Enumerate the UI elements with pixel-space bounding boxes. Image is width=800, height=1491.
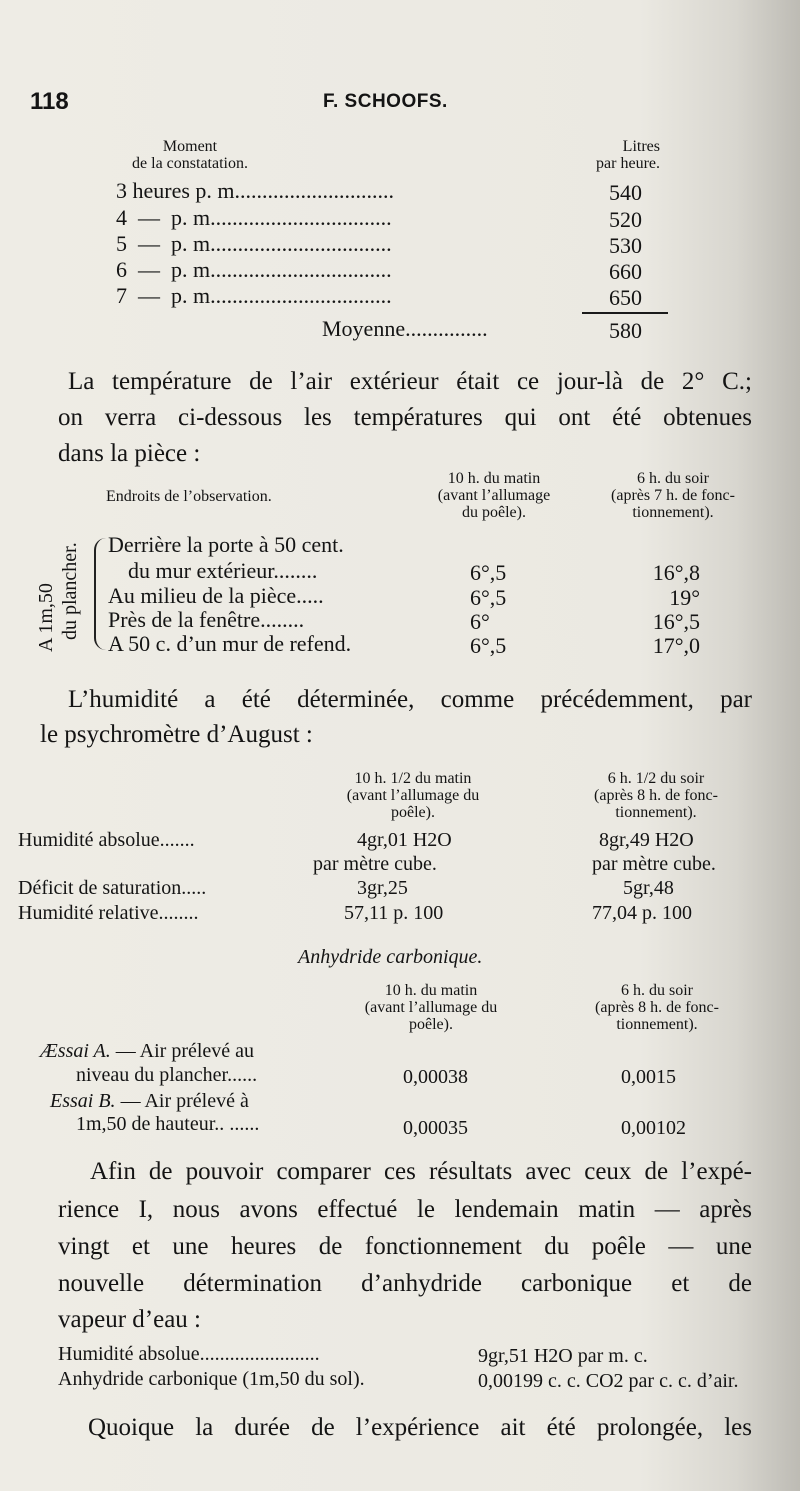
pm: p. m (195, 178, 235, 203)
paragraph-line: Quoique la durée de l’expérience ait été prolongée, les (88, 1414, 752, 1441)
morning-value: 4gr,01 H2O (357, 829, 452, 851)
evening-temp: 16°,8 (652, 560, 700, 585)
table-row: 3 heures p. m............................. (116, 178, 395, 203)
header-line: du poêle). (462, 504, 526, 521)
sum-rule (582, 312, 668, 314)
place: Au milieu de la pièce (108, 583, 297, 608)
evening-unit: par mètre cube. (592, 853, 716, 875)
paragraph-line: on verra ci-dessous les températures qui ont été obtenues (58, 404, 752, 431)
header-line: (après 8 h. de fonc- (595, 999, 719, 1016)
litres-value: 540 (609, 180, 642, 205)
row-value: 0,00199 c. c. CO2 par c. c. d’air. (478, 1370, 739, 1392)
morning-value: 57,11 p. 100 (344, 902, 444, 924)
paragraph-line: Afin de pouvoir comparer ces résultats avec ceux de l’expé- (90, 1158, 752, 1185)
hour-unit: heures (132, 178, 190, 203)
essai-a-line1 (40, 1040, 254, 1063)
header-line: Litres (622, 138, 660, 155)
paragraph-line: L’humidité a été déterminée, comme précédemment, par (68, 686, 752, 713)
row-label: Humidité relative (18, 902, 159, 924)
header-line: 6 h. du soir (621, 982, 693, 999)
table-row: 5 — p. m................................. (116, 231, 392, 256)
morning-temp: 6°,5 (470, 633, 507, 658)
header-line: poêle). (391, 804, 435, 821)
header-line: 6 h. du soir (637, 470, 709, 487)
table1-header-litres (560, 138, 660, 172)
row-label: Anhydride carbonique (1m,50 du sol). (58, 1368, 365, 1390)
running-title: F. SCHOOFS. (323, 91, 448, 112)
essai-b-line1 (50, 1090, 249, 1113)
pm: p. m (171, 231, 211, 256)
table-row: Derrière la porte à 50 cent. (108, 532, 344, 557)
page-number: 118 (30, 88, 69, 115)
table-row: Au milieu de la pièce..... (108, 583, 324, 608)
essai-b-line2: 1m,50 de hauteur.. ...... (76, 1113, 260, 1135)
mean-label: Moyenne (322, 316, 406, 341)
header-line: 6 h. 1/2 du soir (607, 770, 705, 787)
evening-temp: 16°,5 (652, 609, 700, 634)
essai-a-line2: niveau du plancher...... (76, 1064, 258, 1086)
place: du mur extérieur (128, 558, 274, 583)
section-title: Anhydride carbonique. (298, 946, 483, 968)
ditto-dash: — (138, 257, 160, 282)
header-line: Moment (162, 138, 218, 155)
table3-header-morning (318, 770, 508, 821)
evening-value: 5gr,48 (623, 877, 674, 899)
table-row: Près de la fenêtre........ (108, 607, 305, 632)
paragraph-line: rience I, nous avons effectué le lendemain matin — après (58, 1196, 752, 1223)
morning-value: 0,00038 (403, 1066, 468, 1088)
morning-value: 0,00035 (403, 1117, 468, 1139)
table-row: Humidité absolue........................ (58, 1343, 320, 1365)
hour: 7 (116, 283, 127, 308)
morning-unit: par mètre cube. (313, 853, 437, 875)
row-label: Déficit de saturation (18, 877, 182, 899)
side-label-height: A 1m,50 (35, 583, 57, 652)
evening-value: 77,04 p. 100 (592, 902, 692, 924)
header-line: poêle). (409, 1016, 453, 1033)
header-line: (après 8 h. de fonc- (594, 787, 718, 804)
table-row: 4 — p. m................................. (116, 205, 392, 230)
essai-text: 1m,50 de hauteur.. (76, 1113, 225, 1135)
evening-value: 0,0015 (621, 1066, 676, 1088)
row-value: 9gr,51 H2O par m. c. (478, 1345, 648, 1367)
morning-temp: 6°,5 (470, 585, 507, 610)
litres-value: 530 (609, 233, 642, 258)
hour: 6 (116, 257, 127, 282)
header-line: (avant l’allumage du (346, 787, 480, 804)
header-line: par heure. (596, 155, 660, 172)
table1-header-moment (100, 138, 280, 172)
side-label-floor: du plancher. (59, 542, 81, 640)
table2-header-evening (588, 470, 758, 521)
paragraph-line: La température de l’air extérieur était ce jour-là de 2° C.; (68, 368, 752, 395)
mean-value: 580 (609, 318, 642, 343)
table-row: 6 — p. m................................. (116, 257, 392, 282)
header-line: de la constatation. (132, 155, 248, 172)
hour: 4 (116, 205, 127, 230)
evening-value: 8gr,49 H2O (599, 829, 694, 851)
morning-temp: 6° (470, 609, 490, 634)
header-line: 10 h. du matin (447, 470, 541, 487)
paragraph-line: dans la pièce : (58, 440, 201, 467)
table2-header-morning (404, 470, 584, 521)
essai-label: Essai B. (50, 1090, 116, 1112)
essai-text: — Air prélevé au (115, 1040, 255, 1062)
litres-value: 520 (609, 207, 642, 232)
essai-text: niveau du plancher (76, 1064, 228, 1086)
hour: 5 (116, 231, 127, 256)
table-row: du mur extérieur........ (128, 558, 318, 583)
header-line: (avant l’allumage (437, 487, 551, 504)
table4-header-evening (562, 982, 752, 1033)
header-line: tionnement). (616, 1016, 698, 1033)
paragraph-line: nouvelle détermination d’anhydride carbonique et de (58, 1270, 752, 1297)
table2-header-endroits: Endroits de l’observation. (106, 488, 272, 505)
table-row: A 50 c. d’un mur de refend. (108, 631, 352, 656)
table-row: Humidité absolue....... (18, 829, 195, 851)
header-line: (avant l’allumage du (364, 999, 498, 1016)
table4-header-morning (336, 982, 526, 1033)
paragraph-line: vapeur d’eau : (58, 1306, 201, 1333)
pm: p. m (171, 205, 211, 230)
table-row: Déficit de saturation..... (18, 877, 207, 899)
evening-temp: 17°,0 (652, 633, 700, 658)
header-line: (après 7 h. de fonc- (611, 487, 735, 504)
pm: p. m (171, 283, 211, 308)
header-line: tionnement). (615, 804, 697, 821)
hour: 3 (116, 178, 127, 203)
place: Près de la fenêtre (108, 607, 261, 632)
row-label: Humidité absolue (58, 1343, 200, 1365)
morning-value: 3gr,25 (357, 877, 408, 899)
mean-row: Moyenne............... (322, 316, 488, 341)
ditto-dash: — (138, 205, 160, 230)
litres-value: 650 (609, 285, 642, 310)
pm: p. m (171, 257, 211, 282)
table3-header-evening (556, 770, 756, 821)
paragraph-line: vingt et une heures de fonctionnement du poêle — une (58, 1233, 752, 1260)
ditto-dash: — (138, 283, 160, 308)
header-line: tionnement). (632, 504, 714, 521)
evening-temp: 19° (669, 585, 700, 610)
paragraph-line: le psychromètre d’August : (40, 721, 313, 748)
header-line: 10 h. du matin (384, 982, 478, 999)
table-row: 7 — p. m................................. (116, 283, 392, 308)
ditto-dash: — (138, 231, 160, 256)
table-row: Humidité relative........ (18, 902, 199, 924)
header-line: 10 h. 1/2 du matin (354, 770, 472, 787)
evening-value: 0,00102 (621, 1117, 686, 1139)
morning-temp: 6°,5 (470, 560, 507, 585)
essai-label: Æssai A. (40, 1040, 111, 1062)
litres-value: 660 (609, 259, 642, 284)
essai-text: — Air prélevé à (120, 1090, 249, 1112)
row-label: Humidité absolue (18, 829, 160, 851)
grouping-brace (94, 538, 108, 650)
